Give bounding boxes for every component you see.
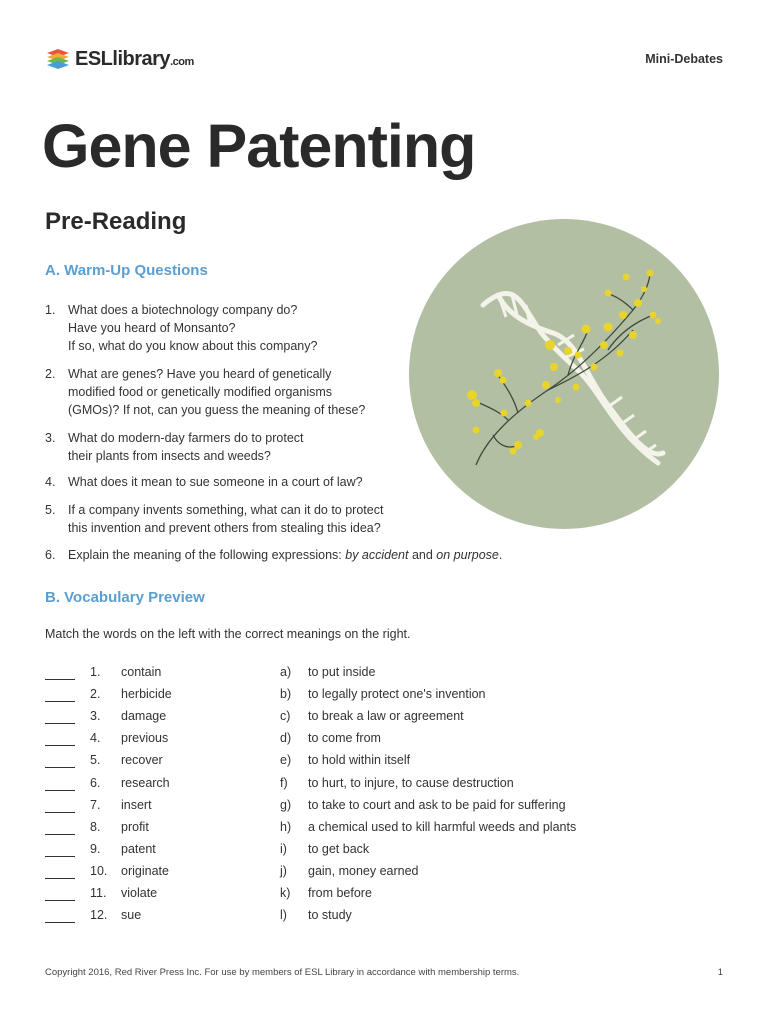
answer-blank[interactable]: [45, 679, 75, 680]
vocab-word: damage: [121, 709, 167, 724]
answer-blank[interactable]: [45, 922, 75, 923]
vocab-word: sue: [121, 908, 142, 923]
vocab-row: [45, 908, 645, 930]
definition-text: to put inside: [308, 665, 376, 679]
question-number: 6.: [45, 548, 56, 562]
question-number: 5.: [45, 503, 56, 517]
definition-text: to get back: [308, 841, 370, 856]
vocab-word: violate: [121, 886, 158, 900]
vocab-number: 10.: [90, 863, 108, 878]
logo-domain: .com: [170, 55, 194, 68]
vocab-word: herbicide: [121, 687, 172, 702]
vocab-number: 4.: [90, 731, 101, 746]
series-label: Mini-Debates: [645, 52, 723, 66]
vocab-word: previous: [121, 731, 169, 746]
definition-text: to study: [308, 908, 352, 923]
vocab-number: 12.: [90, 908, 108, 923]
vocab-row: [45, 842, 645, 864]
definition-letter: l): [280, 908, 287, 923]
answer-blank[interactable]: [45, 812, 75, 813]
question-number: 2.: [45, 367, 56, 381]
vocab-word: originate: [121, 863, 169, 878]
answer-blank[interactable]: [45, 834, 75, 835]
vocab-row: [45, 665, 645, 687]
question-text: If a company invents something, what can it do to protect this invention and prevent others from stealing this idea?: [68, 503, 384, 535]
definition-text: to hold within itself: [308, 753, 411, 768]
logo-text-library: library: [112, 47, 171, 70]
question-text: What are genes? Have you heard of genetically modified food or genetically modified organisms (GMOs)? If not, can you guess the meaning of these?: [68, 367, 366, 417]
definition-text: to come from: [308, 731, 381, 746]
vocab-word: insert: [121, 797, 152, 812]
vocab-word: profit: [121, 819, 149, 834]
definition-letter: h): [280, 819, 292, 834]
vocab-word: contain: [121, 665, 162, 679]
definition-letter: d): [280, 731, 292, 746]
vocab-word: research: [121, 775, 170, 790]
vocab-row: [45, 798, 645, 820]
answer-blank[interactable]: [45, 767, 75, 768]
warmup-heading: A. Warm-Up Questions: [45, 262, 208, 279]
dna-plant-illustration-icon: [408, 215, 720, 533]
vocab-number: 6.: [90, 775, 101, 790]
page-number: 1: [717, 967, 723, 978]
vocab-row: [45, 731, 645, 753]
definition-letter: g): [280, 797, 292, 812]
vocab-row: [45, 753, 645, 775]
answer-blank[interactable]: [45, 790, 75, 791]
definition-letter: a): [280, 665, 292, 679]
definition-letter: c): [280, 709, 291, 724]
vocab-row: [45, 886, 645, 908]
definition-letter: f): [280, 775, 288, 790]
vocab-number: 2.: [90, 687, 101, 702]
question-text: What do modern-day farmers do to protect their plants from insects and weeds?: [68, 431, 304, 463]
vocab-number: 1.: [90, 665, 101, 679]
definition-text: to hurt, to injure, to cause destruction: [308, 775, 514, 790]
expression-by-accident: by accident: [345, 548, 409, 562]
page-title: Gene Patenting: [42, 112, 476, 180]
definition-letter: k): [280, 886, 291, 900]
vocab-row: [45, 820, 645, 842]
question-number: 3.: [45, 431, 56, 445]
vocab-row: [45, 864, 645, 886]
expression-on-purpose: on purpose: [436, 548, 499, 562]
vocab-number: 7.: [90, 797, 101, 812]
copyright-notice: Copyright 2016, Red River Press Inc. For use by members of ESL Library in accordance with membership terms.: [45, 967, 520, 978]
question-text: What does it mean to sue someone in a court of law?: [68, 475, 363, 489]
vocab-word: patent: [121, 841, 156, 856]
definition-text: gain, money earned: [308, 863, 419, 878]
vocab-number: 3.: [90, 709, 101, 724]
answer-blank[interactable]: [45, 701, 75, 702]
question-number: 4.: [45, 475, 56, 489]
vocab-row: [45, 687, 645, 709]
definition-letter: b): [280, 687, 292, 702]
answer-blank[interactable]: [45, 723, 75, 724]
definition-text: from before: [308, 886, 372, 900]
definition-letter: e): [280, 753, 292, 768]
vocab-row: [45, 776, 645, 798]
vocab-number: 9.: [90, 841, 101, 856]
vocab-row: [45, 709, 645, 731]
answer-blank[interactable]: [45, 878, 75, 879]
vocab-instruction: Match the words on the left with the correct meanings on the right.: [45, 627, 411, 641]
esl-library-logo: [45, 45, 194, 73]
definition-text: a chemical used to kill harmful weeds and plants: [308, 819, 577, 834]
answer-blank[interactable]: [45, 856, 75, 857]
logo-books-icon: [45, 47, 71, 71]
definition-text: to break a law or agreement: [308, 709, 464, 724]
definition-text: to take to court and ask to be paid for suffering: [308, 797, 566, 812]
vocab-number: 8.: [90, 819, 101, 834]
vocab-number: 11.: [90, 886, 107, 900]
question-text: What does a biotechnology company do? Have you heard of Monsanto? If so, what do you know about this company?: [68, 303, 318, 353]
answer-blank[interactable]: [45, 900, 75, 901]
answer-blank[interactable]: [45, 745, 75, 746]
definition-letter: j): [280, 863, 287, 878]
vocab-word: recover: [121, 753, 163, 768]
definition-letter: i): [280, 841, 287, 856]
vocab-number: 5.: [90, 753, 101, 768]
vocab-heading: B. Vocabulary Preview: [45, 589, 205, 606]
logo-text: ESL: [75, 47, 113, 70]
question-text: Explain the meaning of the following expressions: by accident and on purpose.: [68, 548, 503, 562]
question-number: 1.: [45, 303, 56, 317]
definition-text: to legally protect one's invention: [308, 687, 486, 702]
section-heading: Pre-Reading: [45, 208, 187, 235]
